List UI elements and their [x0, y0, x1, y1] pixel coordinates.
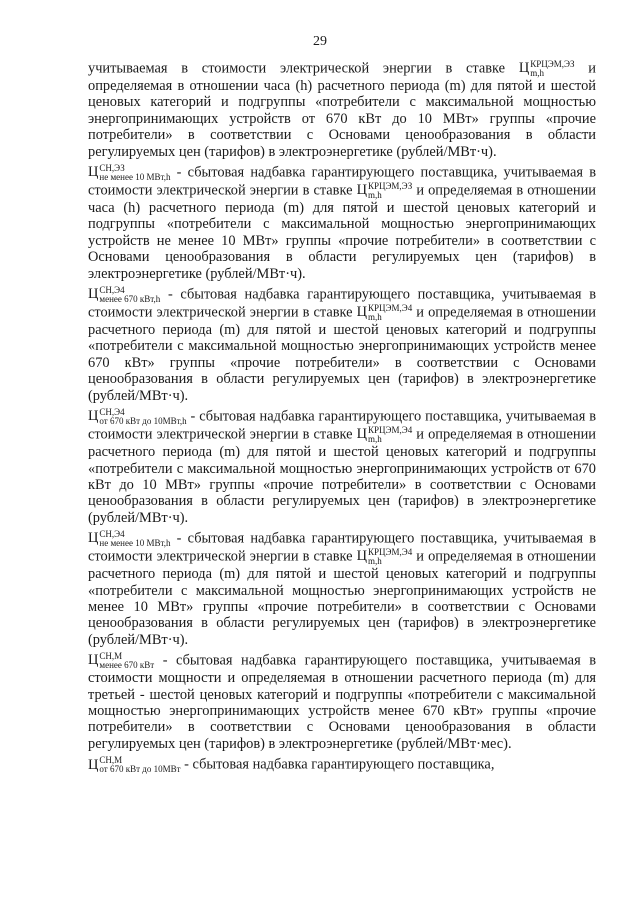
paragraph-4: Ц СН,Э4 от 670 кВт до 10МВт,h - сбытовая надбавка гарантирующего поставщика, учитываемая в стоимости электрической энергии в ставке Ц КРЦЭМ,Э4 m,h и определяемая в отношении расчетного периода (m) для пятой и шестой ценовых категорий и подгруппы «потребители с максимальной мощностью энергопринимающих устройств от 670 кВт до 10 МВт» группы «прочие потребители» в соответствии с Основами ценообразования в области регулируемых цен (тарифов) в электроэнергетике (рублей/МВт·ч). — [88, 407, 596, 526]
tariff-symbol: Ц СН,Э4 не менее 10 МВт,h — [88, 529, 171, 549]
tariff-symbol: Ц КРЦЭМ,Э4 m,h — [356, 425, 413, 445]
paragraph-5: Ц СН,Э4 не менее 10 МВт,h - сбытовая надбавка гарантирующего поставщика, учитываемая в стоимости электрической энергии в ставке Ц КРЦЭМ,Э4 m,h и определяемая в отношении расчетного периода (m) для пятой и шестой ценовых категорий и подгруппы «потребители с максимальной мощностью энергопринимающих устройств не менее 10 МВт» группы «прочие потребители» в соответствии с Основами ценообразования в области регулируемых цен (тарифов) в электроэнергетике (рублей/МВт·ч). — [88, 529, 596, 648]
tariff-symbol: Ц СН,ЭЗ не менее 10 МВт,h — [88, 163, 171, 183]
tariff-symbol: Ц КРЦЭМ,Э4 m,h — [356, 303, 413, 323]
paragraph-3: Ц СН,Э4 менее 670 кВт,h - сбытовая надбавка гарантирующего поставщика, учитываемая в стоимости электрической энергии в ставке Ц КРЦЭМ,Э4 m,h и определяемая в отношении расчетного периода (m) для пятой и шестой ценовых категорий и подгруппы «потребители с максимальной мощностью энергопринимающих устройств менее 670 кВт» группы «прочие потребители» в соответствии с Основами ценообразования в области регулируемых цен (тарифов) в электроэнергетике (рублей/МВт·ч). — [88, 285, 596, 404]
tariff-symbol: Ц СН,М от 670 кВт до 10МВт — [88, 755, 181, 775]
tariff-symbol: Ц КРЦЭМ,ЭЗ m,h — [356, 181, 413, 201]
paragraph-7: Ц СН,М от 670 кВт до 10МВт - сбытовая надбавка гарантирующего поставщика, — [88, 755, 495, 775]
page-number: 29 — [313, 34, 327, 49]
paragraph-1: учитываемая в стоимости электрической энергии в ставке Ц КРЦЭМ,ЭЗ m,h и определяемая в отношении часа (h) расчетного периода (m) для пятой и шестой ценовых категорий и подгруппы «потребители с максимальной мощностью энергопринимающих устройств от 670 кВт до 10 МВт» группы «прочие потребители» в соответствии с Основами ценообразования в области регулируемых цен (тарифов) в электроэнергетике (рублей/МВт·ч). — [88, 59, 596, 160]
tariff-symbol: Ц СН,Э4 от 670 кВт до 10МВт,h — [88, 407, 187, 427]
tariff-symbol: Ц КРЦЭМ,ЭЗ m,h — [518, 59, 575, 78]
paragraph-2: Ц СН,ЭЗ не менее 10 МВт,h - сбытовая надбавка гарантирующего поставщика, учитываемая в стоимости электрической энергии в ставке Ц КРЦЭМ,ЭЗ m,h и определяемая в отношении часа (h) расчетного периода (m) для пятой и шестой ценовых категорий и подгруппы «потребители с максимальной мощностью энергопринимающих устройств не менее 10 МВт» группы «прочие потребители» в соответствии с Основами ценообразования в области регулируемых цен (тарифов) в электроэнергетике (рублей/МВт·ч). — [88, 163, 596, 282]
body-text — [88, 60, 596, 778]
tariff-symbol: Ц КРЦЭМ,Э4 m,h — [356, 547, 413, 567]
tariff-symbol: Ц СН,Э4 менее 670 кВт,h — [88, 285, 161, 305]
tariff-symbol: Ц СН,М менее 670 кВт — [88, 651, 155, 671]
paragraph-6: Ц СН,М менее 670 кВт - сбытовая надбавка гарантирующего поставщика, учитываемая в стоимости мощности и определяемая в отношении расчетного периода (m) для третьей - шестой ценовых категорий и подгруппы «потребители с максимальной мощностью энергопринимающих устройств менее 670 кВт» группы «прочие потребители» в соответствии с Основами ценообразования в области регулируемых цен (тарифов) в электроэнергетике (рублей/МВт·мес). — [88, 651, 596, 752]
